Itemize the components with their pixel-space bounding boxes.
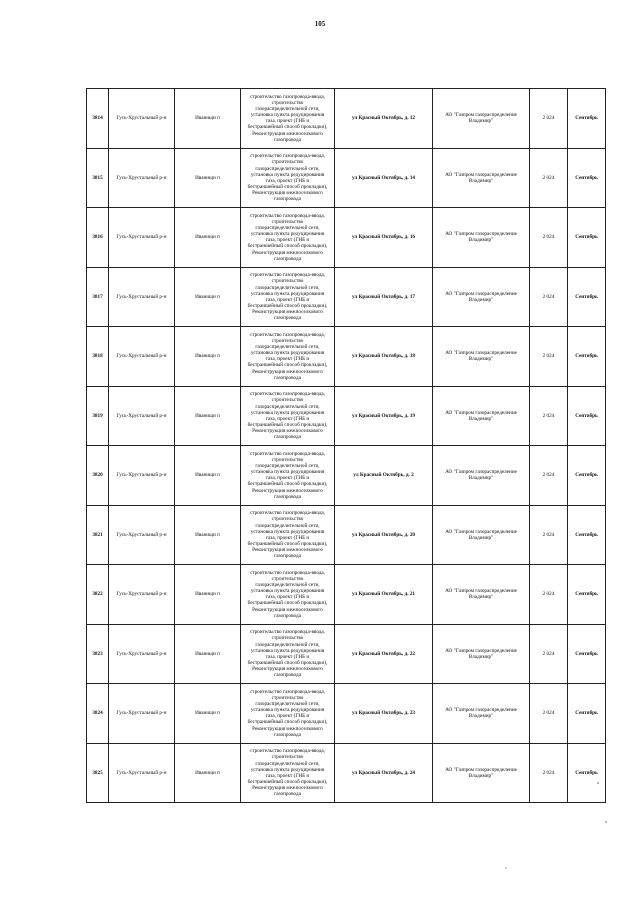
organization-cell-line: Владимир"	[468, 475, 494, 482]
work-description-cell-line: бестраншейный способ прокладки),	[247, 600, 328, 607]
address-cell: ул Красный Октябрь, д. 14	[335, 148, 433, 208]
work-description-cell	[241, 327, 335, 387]
work-description-cell-line: газа, проект (ГНБ и	[265, 653, 310, 660]
organization-cell-line: Владимир"	[468, 594, 494, 601]
work-description-cell-line: Реконструкция межпоселкового	[252, 130, 323, 137]
work-description-cell-line: газораспределительной сети,	[255, 165, 320, 172]
work-description-cell-line: строительство газопровода-ввода,	[249, 272, 326, 279]
year-cell: 2 024	[530, 267, 568, 327]
row-number-cell: 3823	[87, 624, 109, 684]
organization-cell-line: АО "Газпром газораспределение	[445, 647, 517, 654]
table-row	[87, 89, 606, 149]
work-description-cell-line: бестраншейный способ прокладки),	[247, 421, 328, 428]
month-cell: Сентябрь	[568, 743, 606, 803]
address-cell: ул Красный Октябрь, д. 2	[335, 446, 433, 506]
work-description-cell-line: газораспределительной сети,	[255, 225, 320, 231]
work-description-cell-line: строительство	[271, 456, 304, 463]
work-description-cell-line: установка пункта редуцирования	[250, 350, 325, 357]
work-description-cell-line: строительство	[271, 337, 304, 344]
organization-cell-line: АО "Газпром газораспределение	[445, 350, 517, 357]
table-row	[87, 684, 606, 744]
work-description-cell-line: Реконструкция межпоселкового	[252, 368, 323, 375]
work-description-cell-line: газораспределительной сети,	[255, 641, 320, 648]
organization-cell-line: Владимир"	[468, 534, 494, 541]
organization-cell-line: АО "Газпром газораспределение	[445, 290, 517, 297]
organization-cell-line: Владимир"	[468, 713, 494, 720]
year-cell: 2 024	[530, 684, 568, 744]
work-description-cell-line: строительство газопровода-ввода,	[249, 212, 326, 219]
village-cell: Иванищи п	[175, 624, 241, 684]
district-cell: Гусь-Хрустальный р-н	[109, 267, 175, 327]
village-cell: Иванищи п	[175, 446, 241, 506]
work-description-cell-line: газопровода	[274, 612, 301, 619]
table-row	[87, 386, 606, 446]
work-description-cell-line: бестраншейный способ прокладки),	[247, 124, 328, 131]
work-description-cell-line: газа, проект (ГНБ и	[265, 475, 310, 482]
work-description-cell-line: бестраншейный способ прокладки),	[247, 362, 328, 369]
work-description-cell	[241, 624, 335, 684]
work-description-cell-line: бестраншейный способ прокладки),	[247, 659, 328, 666]
work-description-cell-line: строительство	[271, 635, 304, 642]
month-cell: Сентябрь	[568, 327, 606, 387]
row-number-cell: 3818	[87, 327, 109, 387]
page-number: 105	[314, 20, 326, 28]
row-number-cell: 3822	[87, 565, 109, 625]
work-description-cell-line: бестраншейный способ прокладки),	[247, 719, 328, 726]
address-cell: ул Красный Октябрь, д. 23	[335, 684, 433, 744]
address-cell: ул Красный Октябрь, д. 18	[335, 327, 433, 387]
district-cell: Гусь-Хрустальный р-н	[109, 386, 175, 446]
work-description-cell-line: газораспределительной сети,	[255, 582, 320, 588]
village-cell: Иванищи п	[175, 148, 241, 208]
district-cell: Гусь-Хрустальный р-н	[109, 505, 175, 565]
organization-cell	[433, 148, 530, 208]
village-cell: Иванищи п	[175, 89, 241, 149]
work-description-cell-line: газопровода	[274, 434, 301, 441]
organization-cell	[433, 267, 530, 327]
work-description-cell-line: газораспределительной сети,	[255, 463, 320, 469]
organization-cell	[433, 624, 530, 684]
organization-cell	[433, 684, 530, 744]
row-number-cell: 3821	[87, 505, 109, 565]
year-cell: 2 024	[530, 743, 568, 803]
work-description-cell-line: строительство	[271, 278, 304, 285]
work-description-cell-line: строительство газопровода-ввода,	[249, 748, 326, 755]
work-description-cell-line: газораспределительной сети,	[255, 106, 320, 112]
district-cell: Гусь-Хрустальный р-н	[109, 684, 175, 744]
district-cell: Гусь-Хрустальный р-н	[109, 624, 175, 684]
work-description-cell-line: строительство газопровода-ввода,	[249, 569, 326, 576]
year-cell: 2 024	[530, 208, 568, 268]
row-number-cell: 3824	[87, 684, 109, 744]
work-description-cell	[241, 89, 335, 149]
address-cell: ул Красный Октябрь, д. 21	[335, 565, 433, 625]
address-cell: ул Красный Октябрь, д. 16	[335, 208, 433, 268]
organization-cell-line: Владимир"	[468, 237, 494, 244]
row-number-cell: 3817	[87, 267, 109, 327]
work-description-cell-line: газораспределительной сети,	[255, 522, 320, 529]
work-description-cell	[241, 208, 335, 268]
work-description-cell	[241, 684, 335, 744]
organization-cell	[433, 327, 530, 387]
works-table	[86, 88, 606, 803]
work-description-cell-line: бестраншейный способ прокладки),	[247, 481, 328, 488]
row-number-cell: 3815	[87, 148, 109, 208]
work-description-cell-line: Реконструкция межпоселкового	[252, 606, 323, 613]
village-cell: Иванищи п	[175, 267, 241, 327]
row-number-cell: 3816	[87, 208, 109, 268]
organization-cell-line: АО "Газпром газораспределение	[445, 588, 517, 595]
work-description-cell-line: строительство	[271, 575, 304, 582]
month-cell: Сентябрь	[568, 267, 606, 327]
district-cell: Гусь-Хрустальный р-н	[109, 208, 175, 268]
work-description-cell-line: газораспределительной сети,	[255, 403, 320, 410]
organization-cell-line: АО "Газпром газораспределение	[445, 112, 517, 119]
work-description-cell	[241, 148, 335, 208]
work-description-cell-line: строительство газопровода-ввода,	[249, 93, 326, 100]
village-cell: Иванищи п	[175, 565, 241, 625]
work-description-cell-line: Реконструкция межпоселкового	[252, 428, 323, 434]
work-description-cell-line: установка пункта редуцирования	[250, 290, 325, 297]
table-row	[87, 565, 606, 625]
village-cell: Иванищи п	[175, 684, 241, 744]
work-description-cell-line: установка пункта редуцирования	[250, 707, 325, 714]
organization-cell-line: Владимир"	[468, 296, 494, 303]
organization-cell	[433, 446, 530, 506]
organization-cell-line: АО "Газпром газораспределение	[445, 766, 517, 773]
month-cell: Сентябрь	[568, 684, 606, 744]
work-description-cell-line: строительство	[271, 218, 304, 225]
year-cell: 2 024	[530, 565, 568, 625]
work-description-cell-line: установка пункта редуцирования	[250, 766, 325, 773]
work-description-cell-line: газа, проект (ГНБ и	[265, 534, 310, 541]
organization-cell-line: Владимир"	[468, 653, 494, 660]
work-description-cell-line: строительство	[271, 397, 304, 404]
row-number-cell: 3814	[87, 89, 109, 149]
work-description-cell-line: строительство газопровода-ввода,	[249, 510, 326, 517]
work-description-cell-line: установка пункта редуцирования	[250, 231, 325, 238]
address-cell: ул Красный Октябрь, д. 19	[335, 386, 433, 446]
work-description-cell-line: строительство	[271, 99, 304, 106]
work-description-cell	[241, 743, 335, 803]
organization-cell-line: Владимир"	[468, 415, 494, 422]
work-description-cell-line: Реконструкция межпоселкового	[252, 666, 323, 672]
work-description-cell-line: газопровода	[274, 136, 301, 143]
work-description-cell-line: Реконструкция межпоселкового	[252, 547, 323, 553]
organization-cell-line: АО "Газпром газораспределение	[445, 231, 517, 238]
work-description-cell-line: Реконструкция межпоселкового	[252, 785, 323, 791]
district-cell: Гусь-Хрустальный р-н	[109, 148, 175, 208]
organization-cell-line: АО "Газпром газораспределение	[445, 409, 517, 416]
village-cell: Иванищи п	[175, 743, 241, 803]
year-cell: 2 024	[530, 505, 568, 565]
work-description-cell-line: строительство газопровода-ввода,	[249, 331, 326, 338]
work-description-cell-line: установка пункта редуцирования	[250, 647, 325, 654]
month-cell: Сентябрь	[568, 208, 606, 268]
work-description-cell-line: бестраншейный способ прокладки),	[247, 243, 328, 250]
work-description-cell-line: газа, проект (ГНБ и	[265, 356, 310, 363]
table-row	[87, 743, 606, 803]
work-description-cell-line: установка пункта редуцирования	[250, 528, 325, 535]
organization-cell-line: АО "Газпром газораспределение	[445, 707, 517, 714]
work-description-cell	[241, 565, 335, 625]
organization-cell	[433, 386, 530, 446]
work-description-cell	[241, 505, 335, 565]
table-row	[87, 446, 606, 506]
work-description-cell-line: установка пункта редуцирования	[250, 409, 325, 416]
work-description-cell-line: установка пункта редуцирования	[250, 588, 325, 595]
district-cell: Гусь-Хрустальный р-н	[109, 743, 175, 803]
work-description-cell-line: бестраншейный способ прокладки),	[247, 540, 328, 547]
month-cell: Сентябрь	[568, 446, 606, 506]
organization-cell-line: АО "Газпром газораспределение	[445, 171, 517, 178]
work-description-cell-line: газопровода	[274, 315, 301, 322]
district-cell: Гусь-Хрустальный р-н	[109, 446, 175, 506]
work-description-cell-line: газопровода	[274, 493, 301, 500]
year-cell: 2 024	[530, 386, 568, 446]
work-description-cell-line: газораспределительной сети,	[255, 284, 320, 291]
organization-cell-line: АО "Газпром газораспределение	[445, 528, 517, 535]
year-cell: 2 024	[530, 327, 568, 387]
work-description-cell-line: строительство	[271, 694, 304, 701]
work-description-cell-line: бестраншейный способ прокладки),	[247, 302, 328, 309]
work-description-cell-line: газа, проект (ГНБ и	[265, 415, 310, 422]
work-description-cell-line: строительство	[271, 516, 304, 523]
work-description-cell-line: газа, проект (ГНБ и	[265, 296, 310, 303]
work-description-cell-line: газораспределительной сети,	[255, 701, 320, 707]
work-description-cell-line: установка пункта редуцирования	[250, 469, 325, 476]
work-description-cell	[241, 267, 335, 327]
work-description-cell-line: строительство газопровода-ввода,	[249, 153, 326, 160]
village-cell: Иванищи п	[175, 208, 241, 268]
table-row	[87, 208, 606, 268]
row-number-cell: 3825	[87, 743, 109, 803]
month-cell: Сентябрь	[568, 624, 606, 684]
organization-cell-line: Владимир"	[468, 118, 494, 125]
work-description-cell	[241, 446, 335, 506]
work-description-cell-line: газораспределительной сети,	[255, 344, 320, 350]
table-row	[87, 505, 606, 565]
work-description-cell-line: газопровода	[274, 196, 301, 203]
work-description-cell-line: газа, проект (ГНБ и	[265, 594, 310, 601]
table-row	[87, 148, 606, 208]
address-cell: ул Красный Октябрь, д. 22	[335, 624, 433, 684]
month-cell: Сентябрь	[568, 89, 606, 149]
work-description-cell-line: газа, проект (ГНБ и	[265, 237, 310, 244]
organization-cell	[433, 743, 530, 803]
month-cell: Сентябрь	[568, 565, 606, 625]
address-cell: ул Красный Октябрь, д. 24	[335, 743, 433, 803]
work-description-cell-line: газопровода	[274, 791, 301, 798]
work-description-cell-line: строительство газопровода-ввода,	[249, 391, 326, 398]
district-cell: Гусь-Хрустальный р-н	[109, 327, 175, 387]
work-description-cell-line: газа, проект (ГНБ и	[265, 177, 310, 184]
district-cell: Гусь-Хрустальный р-н	[109, 89, 175, 149]
row-number-cell: 3819	[87, 386, 109, 446]
work-description-cell-line: газа, проект (ГНБ и	[265, 118, 310, 125]
work-description-cell-line: установка пункта редуцирования	[250, 112, 325, 119]
work-description-cell-line: строительство газопровода-ввода,	[249, 629, 326, 636]
work-description-cell-line: Реконструкция межпоселкового	[252, 249, 323, 256]
table-row	[87, 624, 606, 684]
work-description-cell-line: установка пункта редуцирования	[250, 171, 325, 178]
organization-cell	[433, 208, 530, 268]
work-description-cell-line: строительство газопровода-ввода,	[249, 450, 326, 457]
address-cell: ул Красный Октябрь, д. 17	[335, 267, 433, 327]
work-description-cell-line: газопровода	[274, 255, 301, 262]
year-cell: 2 024	[530, 148, 568, 208]
work-description-cell-line: газораспределительной сети,	[255, 760, 320, 767]
month-cell: Сентябрь	[568, 386, 606, 446]
work-description-cell-line: бестраншейный способ прокладки),	[247, 778, 328, 785]
organization-cell-line: АО "Газпром газораспределение	[445, 469, 517, 476]
work-description-cell-line: газопровода	[274, 731, 301, 738]
table-row	[87, 267, 606, 327]
month-cell: Сентябрь	[568, 505, 606, 565]
work-description-cell-line: Реконструкция межпоселкового	[252, 725, 323, 732]
organization-cell-line: Владимир"	[468, 356, 494, 363]
address-cell: ул Красный Октябрь, д. 20	[335, 505, 433, 565]
work-description-cell-line: газа, проект (ГНБ и	[265, 713, 310, 720]
table-row	[87, 327, 606, 387]
year-cell: 2 024	[530, 89, 568, 149]
organization-cell	[433, 505, 530, 565]
year-cell: 2 024	[530, 624, 568, 684]
work-description-cell-line: бестраншейный способ прокладки),	[247, 183, 328, 190]
work-description-cell-line: газопровода	[274, 374, 301, 381]
organization-cell-line: Владимир"	[468, 177, 494, 184]
work-description-cell-line: строительство	[271, 159, 304, 166]
village-cell: Иванищи п	[175, 327, 241, 387]
village-cell: Иванищи п	[175, 386, 241, 446]
work-description-cell-line: Реконструкция межпоселкового	[252, 487, 323, 494]
village-cell: Иванищи п	[175, 505, 241, 565]
organization-cell	[433, 89, 530, 149]
work-description-cell-line: газа, проект (ГНБ и	[265, 772, 310, 779]
work-description-cell-line: газопровода	[274, 553, 301, 560]
work-description-cell	[241, 386, 335, 446]
organization-cell-line: Владимир"	[468, 772, 494, 779]
work-description-cell-line: Реконструкция межпоселкового	[252, 309, 323, 315]
district-cell: Гусь-Хрустальный р-н	[109, 565, 175, 625]
address-cell: ул Красный Октябрь, д. 12	[335, 89, 433, 149]
row-number-cell: 3820	[87, 446, 109, 506]
work-description-cell-line: строительство	[271, 754, 304, 761]
organization-cell	[433, 565, 530, 625]
work-description-cell-line: строительство газопровода-ввода,	[249, 688, 326, 695]
work-description-cell-line: Реконструкция межпоселкового	[252, 190, 323, 196]
month-cell: Сентябрь	[568, 148, 606, 208]
year-cell: 2 024	[530, 446, 568, 506]
work-description-cell-line: газопровода	[274, 672, 301, 679]
